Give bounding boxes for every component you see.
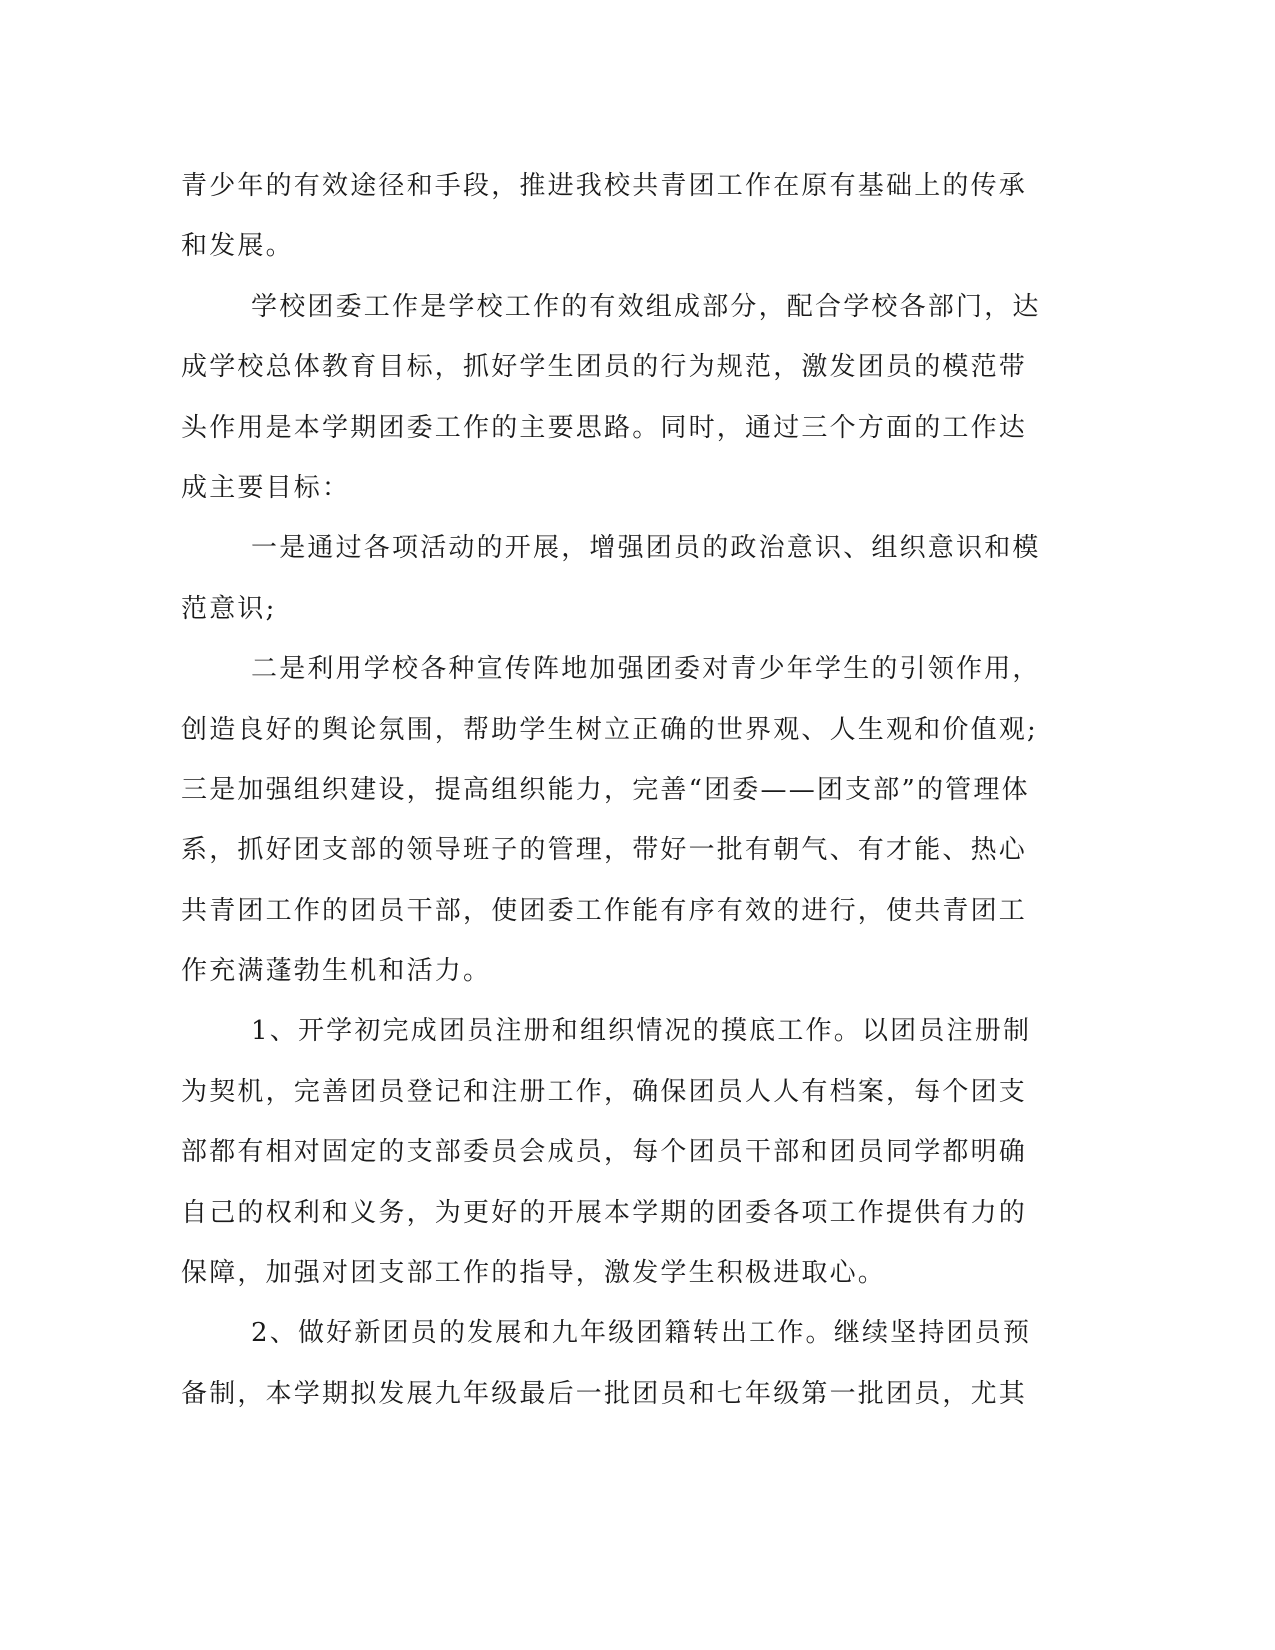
paragraph-start-line: 1、开学初完成团员注册和组织情况的摸底工作。以团员注册制 [251,1016,1032,1047]
text-line: 作充满蓬勃生机和活力。 [181,956,492,987]
text-line: 创造良好的舆论氛围，帮助学生树立正确的世界观、人生观和价值观; [181,714,1038,745]
text-line: 为契机，完善团员登记和注册工作，确保团员人人有档案，每个团支 [181,1076,1028,1107]
paragraph-start-line: 一是通过各项活动的开展，增强团员的政治意识、组织意识和模 [251,533,1041,564]
text-line: 备制，本学期拟发展九年级最后一批团员和七年级第一批团员，尤其 [181,1378,1028,1409]
text-line: 成学校总体教育目标，抓好学生团员的行为规范，激发团员的模范带 [181,352,1028,383]
text-line: 共青团工作的团员干部，使团委工作能有序有效的进行，使共青团工 [181,895,1028,926]
paragraph-start-line: 二是利用学校各种宣传阵地加强团委对青少年学生的引领作用， [251,654,1041,685]
text-line: 部都有相对固定的支部委员会成员，每个团员干部和团员同学都明确 [181,1137,1028,1168]
paragraph-start-line: 2、做好新团员的发展和九年级团籍转出工作。继续坚持团员预 [251,1318,1032,1349]
text-line: 青少年的有效途径和手段，推进我校共青团工作在原有基础上的传承 [181,171,1028,201]
text-line: 自己的权利和义务，为更好的开展本学期的团委各项工作提供有力的 [181,1197,1028,1228]
text-line: 三是加强组织建设，提高组织能力，完善“团委——团支部”的管理体 [181,774,1030,805]
text-line: 成主要目标： [181,472,351,503]
text-line: 头作用是本学期团委工作的主要思路。同时，通过三个方面的工作达 [181,412,1028,443]
body-text [181,156,1041,1424]
paragraph-start-line: 学校团委工作是学校工作的有效组成部分，配合学校各部门，达 [251,291,1041,322]
text-line: 和发展。 [181,231,294,262]
text-line: 范意识; [181,593,277,624]
text-line: 保障，加强对团支部工作的指导，激发学生积极进取心。 [181,1258,887,1289]
text-line: 系，抓好团支部的领导班子的管理，带好一批有朝气、有才能、热心 [181,835,1028,866]
